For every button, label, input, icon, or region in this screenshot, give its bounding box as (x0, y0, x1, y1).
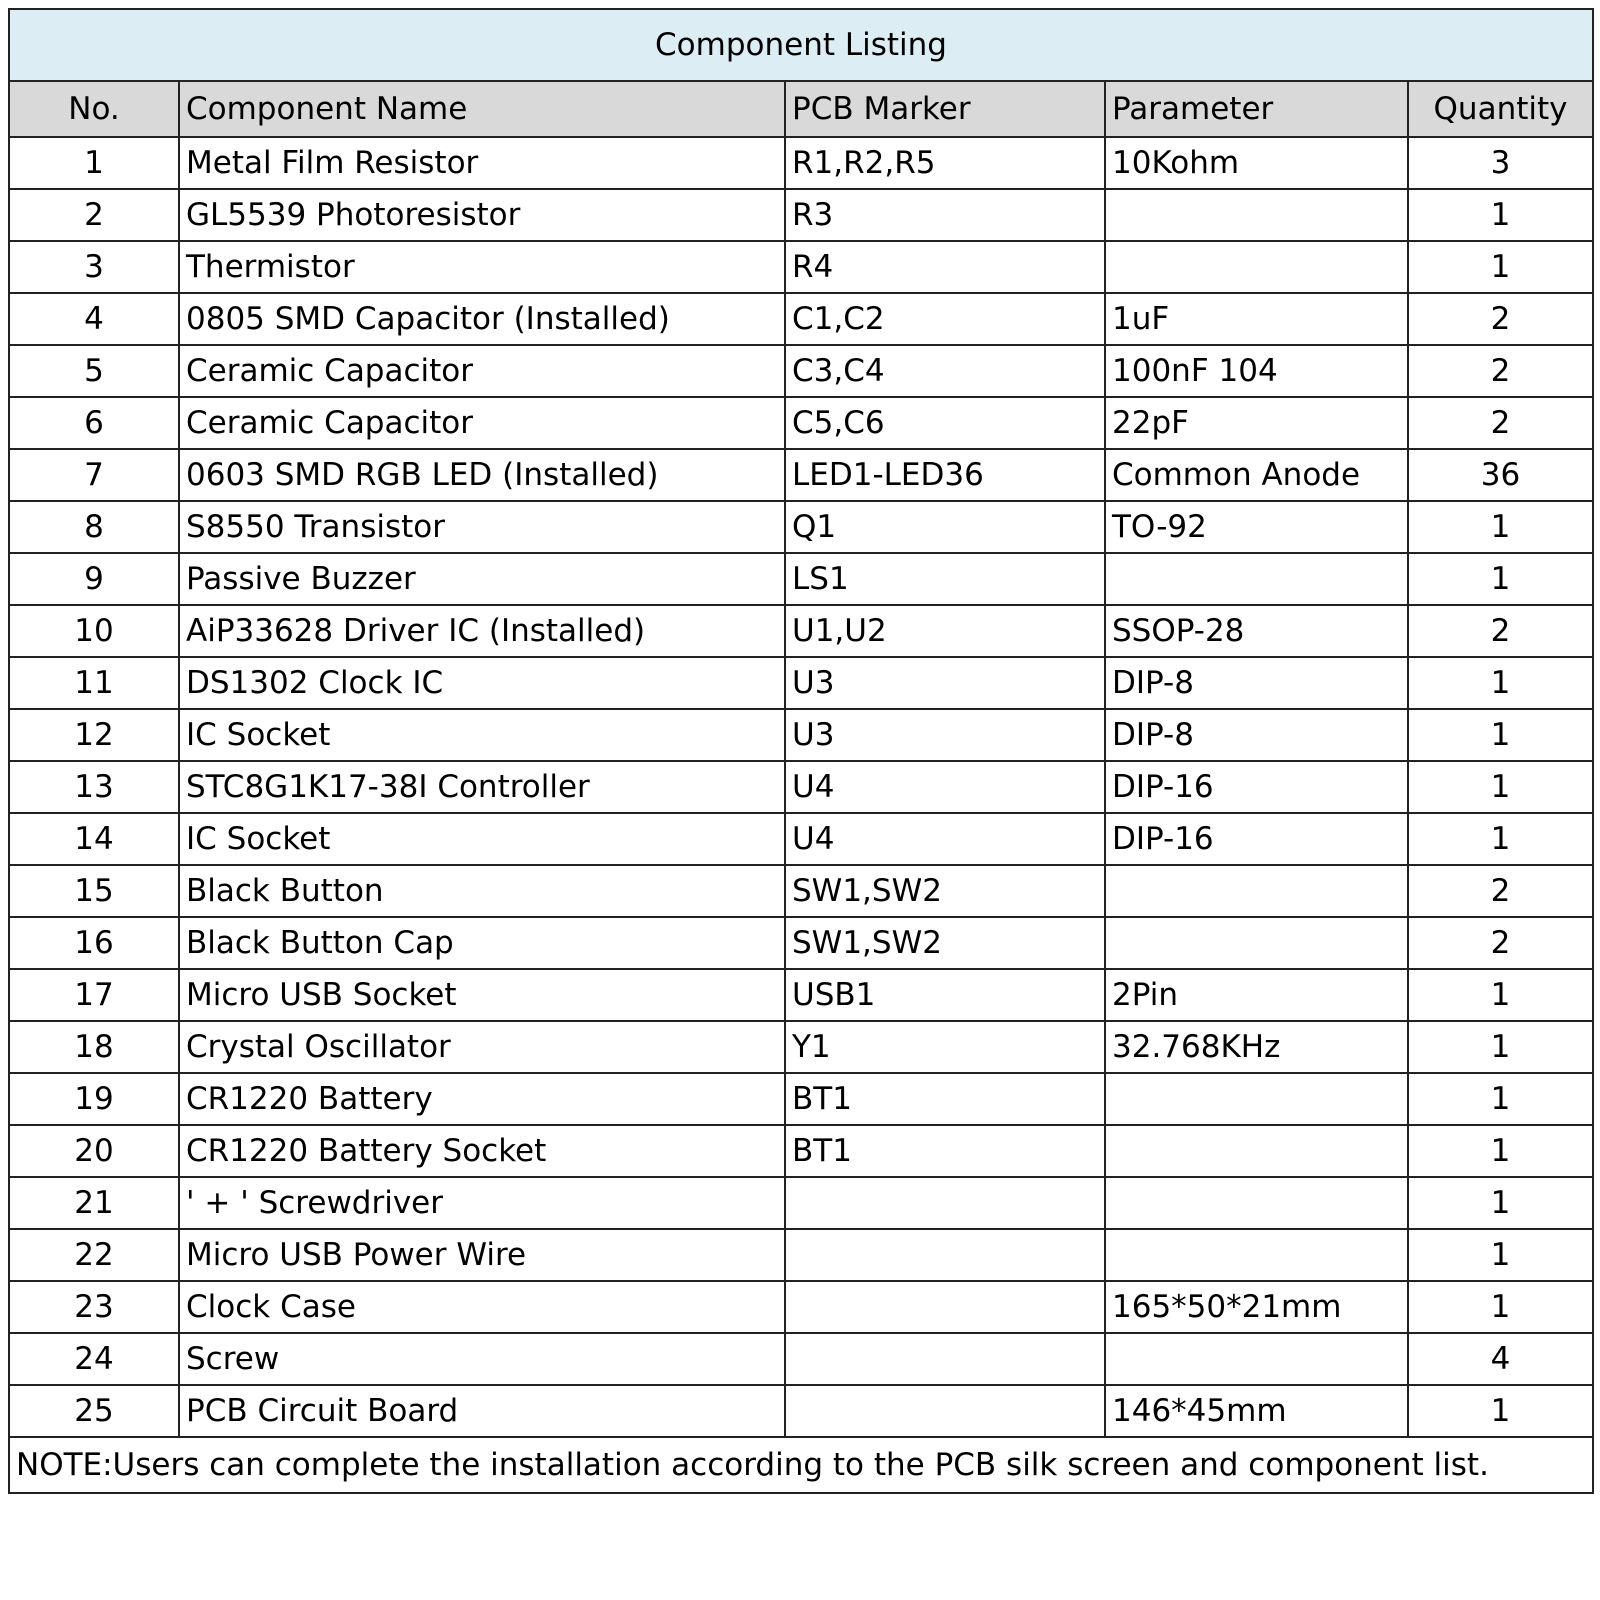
cell-no: 15 (9, 865, 179, 917)
cell-pcb-marker (785, 1385, 1105, 1437)
cell-quantity: 1 (1408, 1177, 1593, 1229)
cell-component-name: Clock Case (179, 1281, 785, 1333)
cell-component-name: 0805 SMD Capacitor (Installed) (179, 293, 785, 345)
cell-no: 4 (9, 293, 179, 345)
cell-quantity: 2 (1408, 293, 1593, 345)
cell-component-name: CR1220 Battery Socket (179, 1125, 785, 1177)
cell-pcb-marker: C5,C6 (785, 397, 1105, 449)
cell-no: 6 (9, 397, 179, 449)
cell-quantity: 1 (1408, 1229, 1593, 1281)
cell-no: 7 (9, 449, 179, 501)
cell-quantity: 2 (1408, 865, 1593, 917)
cell-no: 5 (9, 345, 179, 397)
cell-pcb-marker: U3 (785, 709, 1105, 761)
table-row (9, 813, 1593, 865)
cell-no: 20 (9, 1125, 179, 1177)
cell-parameter (1105, 917, 1408, 969)
table-row (9, 1333, 1593, 1385)
cell-quantity: 1 (1408, 657, 1593, 709)
cell-pcb-marker: R4 (785, 241, 1105, 293)
table-row (9, 137, 1593, 189)
header-row (9, 81, 1593, 137)
cell-component-name: Ceramic Capacitor (179, 345, 785, 397)
title-row (9, 9, 1593, 81)
table-row (9, 657, 1593, 709)
cell-parameter: 165*50*21mm (1105, 1281, 1408, 1333)
cell-parameter (1105, 1229, 1408, 1281)
table-row (9, 1177, 1593, 1229)
table-row (9, 449, 1593, 501)
cell-no: 11 (9, 657, 179, 709)
cell-quantity: 1 (1408, 1021, 1593, 1073)
cell-quantity: 1 (1408, 553, 1593, 605)
table-row (9, 293, 1593, 345)
cell-pcb-marker (785, 1229, 1105, 1281)
table-row (9, 969, 1593, 1021)
column-header-quantity: Quantity (1408, 81, 1593, 137)
cell-pcb-marker (785, 1333, 1105, 1385)
cell-pcb-marker (785, 1281, 1105, 1333)
cell-quantity: 1 (1408, 1125, 1593, 1177)
cell-quantity: 1 (1408, 189, 1593, 241)
column-header-parameter: Parameter (1105, 81, 1408, 137)
table-row (9, 1385, 1593, 1437)
table-row (9, 1281, 1593, 1333)
cell-no: 23 (9, 1281, 179, 1333)
cell-no: 24 (9, 1333, 179, 1385)
cell-quantity: 2 (1408, 605, 1593, 657)
cell-component-name: Crystal Oscillator (179, 1021, 785, 1073)
cell-quantity: 2 (1408, 917, 1593, 969)
cell-no: 16 (9, 917, 179, 969)
cell-parameter (1105, 1073, 1408, 1125)
cell-component-name: Micro USB Power Wire (179, 1229, 785, 1281)
column-header-component-name: Component Name (179, 81, 785, 137)
cell-parameter (1105, 241, 1408, 293)
cell-no: 2 (9, 189, 179, 241)
table-row (9, 917, 1593, 969)
cell-component-name: STC8G1K17-38I Controller (179, 761, 785, 813)
cell-pcb-marker: C3,C4 (785, 345, 1105, 397)
table-row (9, 241, 1593, 293)
cell-component-name: 0603 SMD RGB LED (Installed) (179, 449, 785, 501)
cell-parameter: 1uF (1105, 293, 1408, 345)
cell-pcb-marker: Y1 (785, 1021, 1105, 1073)
cell-pcb-marker: U4 (785, 813, 1105, 865)
cell-parameter (1105, 1177, 1408, 1229)
cell-parameter (1105, 189, 1408, 241)
cell-no: 12 (9, 709, 179, 761)
cell-no: 1 (9, 137, 179, 189)
cell-pcb-marker: U4 (785, 761, 1105, 813)
cell-no: 25 (9, 1385, 179, 1437)
cell-parameter: DIP-8 (1105, 709, 1408, 761)
table-row (9, 709, 1593, 761)
note-row (9, 1437, 1593, 1493)
cell-no: 13 (9, 761, 179, 813)
table-row (9, 1073, 1593, 1125)
cell-parameter: TO-92 (1105, 501, 1408, 553)
cell-quantity: 1 (1408, 1385, 1593, 1437)
cell-quantity: 3 (1408, 137, 1593, 189)
table-row (9, 553, 1593, 605)
cell-pcb-marker: LS1 (785, 553, 1105, 605)
cell-parameter: 100nF 104 (1105, 345, 1408, 397)
cell-parameter (1105, 865, 1408, 917)
component-table (8, 8, 1594, 1494)
table-title: Component Listing (9, 9, 1593, 81)
table-row (9, 345, 1593, 397)
table-body (9, 137, 1593, 1437)
cell-component-name: PCB Circuit Board (179, 1385, 785, 1437)
cell-quantity: 4 (1408, 1333, 1593, 1385)
cell-component-name: DS1302 Clock IC (179, 657, 785, 709)
cell-pcb-marker: Q1 (785, 501, 1105, 553)
cell-parameter: Common Anode (1105, 449, 1408, 501)
cell-parameter: DIP-16 (1105, 813, 1408, 865)
cell-quantity: 1 (1408, 709, 1593, 761)
cell-pcb-marker: USB1 (785, 969, 1105, 1021)
table-row (9, 189, 1593, 241)
cell-no: 17 (9, 969, 179, 1021)
cell-component-name: GL5539 Photoresistor (179, 189, 785, 241)
cell-parameter: 22pF (1105, 397, 1408, 449)
cell-component-name: Black Button (179, 865, 785, 917)
table-row (9, 1125, 1593, 1177)
cell-parameter: SSOP-28 (1105, 605, 1408, 657)
cell-quantity: 1 (1408, 813, 1593, 865)
cell-component-name: IC Socket (179, 709, 785, 761)
cell-pcb-marker: R3 (785, 189, 1105, 241)
table-row (9, 761, 1593, 813)
cell-no: 10 (9, 605, 179, 657)
cell-quantity: 2 (1408, 397, 1593, 449)
cell-no: 19 (9, 1073, 179, 1125)
cell-parameter: DIP-8 (1105, 657, 1408, 709)
cell-quantity: 36 (1408, 449, 1593, 501)
table-row (9, 397, 1593, 449)
cell-component-name: CR1220 Battery (179, 1073, 785, 1125)
cell-no: 9 (9, 553, 179, 605)
cell-component-name: ' + ' Screwdriver (179, 1177, 785, 1229)
table-row (9, 1229, 1593, 1281)
cell-component-name: Passive Buzzer (179, 553, 785, 605)
cell-quantity: 1 (1408, 761, 1593, 813)
cell-quantity: 1 (1408, 241, 1593, 293)
cell-parameter: 10Kohm (1105, 137, 1408, 189)
cell-parameter: DIP-16 (1105, 761, 1408, 813)
component-listing-sheet (8, 8, 1592, 1494)
cell-parameter (1105, 1125, 1408, 1177)
cell-component-name: AiP33628 Driver IC (Installed) (179, 605, 785, 657)
cell-quantity: 1 (1408, 501, 1593, 553)
cell-component-name: Screw (179, 1333, 785, 1385)
cell-parameter: 32.768KHz (1105, 1021, 1408, 1073)
cell-parameter: 2Pin (1105, 969, 1408, 1021)
cell-component-name: Ceramic Capacitor (179, 397, 785, 449)
cell-no: 14 (9, 813, 179, 865)
table-row (9, 605, 1593, 657)
cell-pcb-marker: C1,C2 (785, 293, 1105, 345)
cell-component-name: S8550 Transistor (179, 501, 785, 553)
cell-quantity: 2 (1408, 345, 1593, 397)
cell-pcb-marker: U3 (785, 657, 1105, 709)
cell-component-name: Metal Film Resistor (179, 137, 785, 189)
cell-pcb-marker: BT1 (785, 1073, 1105, 1125)
cell-component-name: Micro USB Socket (179, 969, 785, 1021)
cell-component-name: IC Socket (179, 813, 785, 865)
cell-pcb-marker: LED1-LED36 (785, 449, 1105, 501)
cell-no: 21 (9, 1177, 179, 1229)
cell-quantity: 1 (1408, 969, 1593, 1021)
cell-pcb-marker: R1,R2,R5 (785, 137, 1105, 189)
cell-parameter: 146*45mm (1105, 1385, 1408, 1437)
cell-pcb-marker: SW1,SW2 (785, 917, 1105, 969)
table-row (9, 1021, 1593, 1073)
cell-pcb-marker: U1,U2 (785, 605, 1105, 657)
table-row (9, 865, 1593, 917)
cell-no: 8 (9, 501, 179, 553)
column-header-pcb-marker: PCB Marker (785, 81, 1105, 137)
column-header-no: No. (9, 81, 179, 137)
cell-quantity: 1 (1408, 1281, 1593, 1333)
cell-component-name: Black Button Cap (179, 917, 785, 969)
cell-component-name: Thermistor (179, 241, 785, 293)
cell-quantity: 1 (1408, 1073, 1593, 1125)
installation-note: NOTE:Users can complete the installation according to the PCB silk screen and component list. (9, 1437, 1593, 1493)
cell-no: 3 (9, 241, 179, 293)
cell-parameter (1105, 1333, 1408, 1385)
table-row (9, 501, 1593, 553)
cell-no: 22 (9, 1229, 179, 1281)
cell-parameter (1105, 553, 1408, 605)
cell-pcb-marker: SW1,SW2 (785, 865, 1105, 917)
cell-pcb-marker (785, 1177, 1105, 1229)
cell-no: 18 (9, 1021, 179, 1073)
cell-pcb-marker: BT1 (785, 1125, 1105, 1177)
